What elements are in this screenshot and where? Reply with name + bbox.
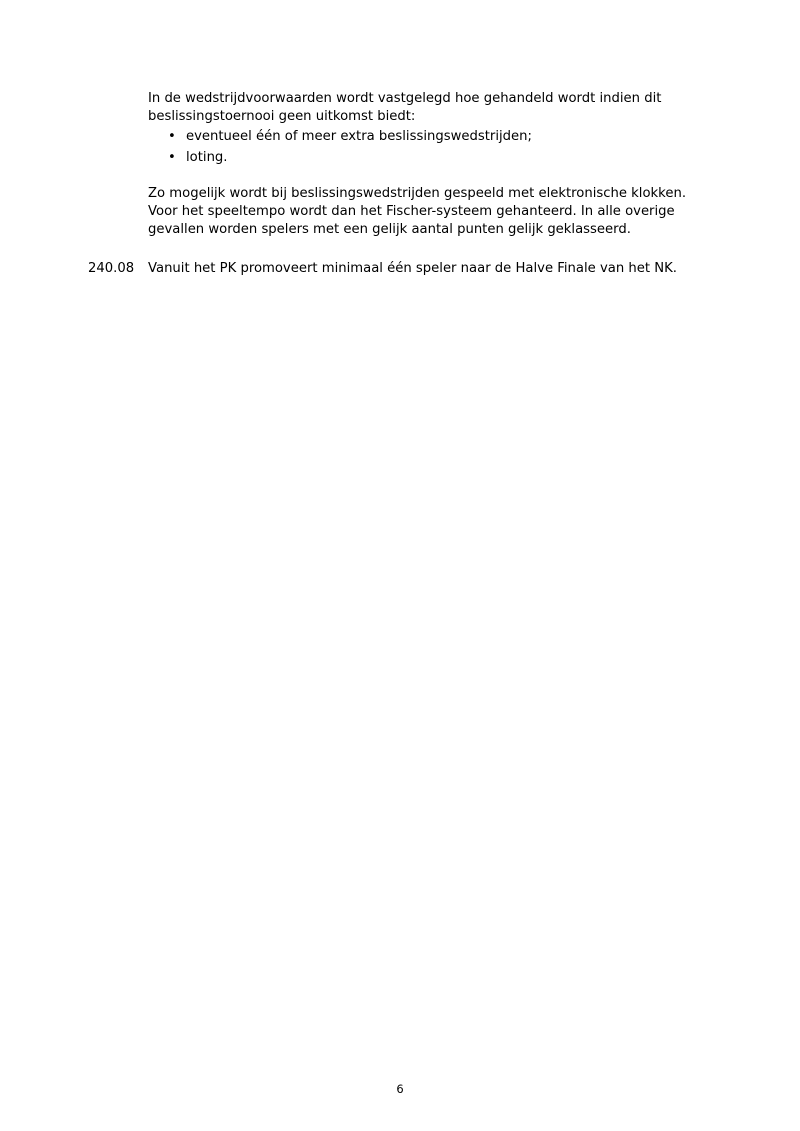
bullet-icon: •	[168, 149, 176, 165]
list-item-label: loting.	[186, 149, 228, 165]
list-item-label: eventueel één of meer extra beslissingswedstrijden;	[186, 129, 532, 145]
second-paragraph: Zo mogelijk wordt bij beslissingswedstrijden gespeeld met elektronische klokken. Voor het speeltempo wordt dan het Fischer-systeem gehanteerd. In alle overige gevallen worden spelers met een gelijk aantal punten gelijk geklasseerd.	[148, 185, 687, 238]
bullet-list	[148, 128, 708, 166]
clause-240-08	[88, 260, 708, 278]
list-item	[148, 149, 708, 167]
clause-number: 240.08	[88, 260, 135, 276]
page-number: 6	[396, 1082, 404, 1096]
paragraph-spacer	[148, 167, 708, 185]
intro-paragraph: In de wedstrijdvoorwaarden wordt vastgelegd hoe gehandeld wordt indien dit beslissingstoernooi geen uitkomst biedt:	[148, 91, 662, 125]
bullet-icon: •	[168, 129, 176, 145]
intro-block	[148, 90, 708, 240]
clause-text: Vanuit het PK promoveert minimaal één speler naar de Halve Finale van het NK.	[148, 260, 677, 276]
page-content	[88, 90, 708, 278]
list-item	[148, 128, 708, 146]
